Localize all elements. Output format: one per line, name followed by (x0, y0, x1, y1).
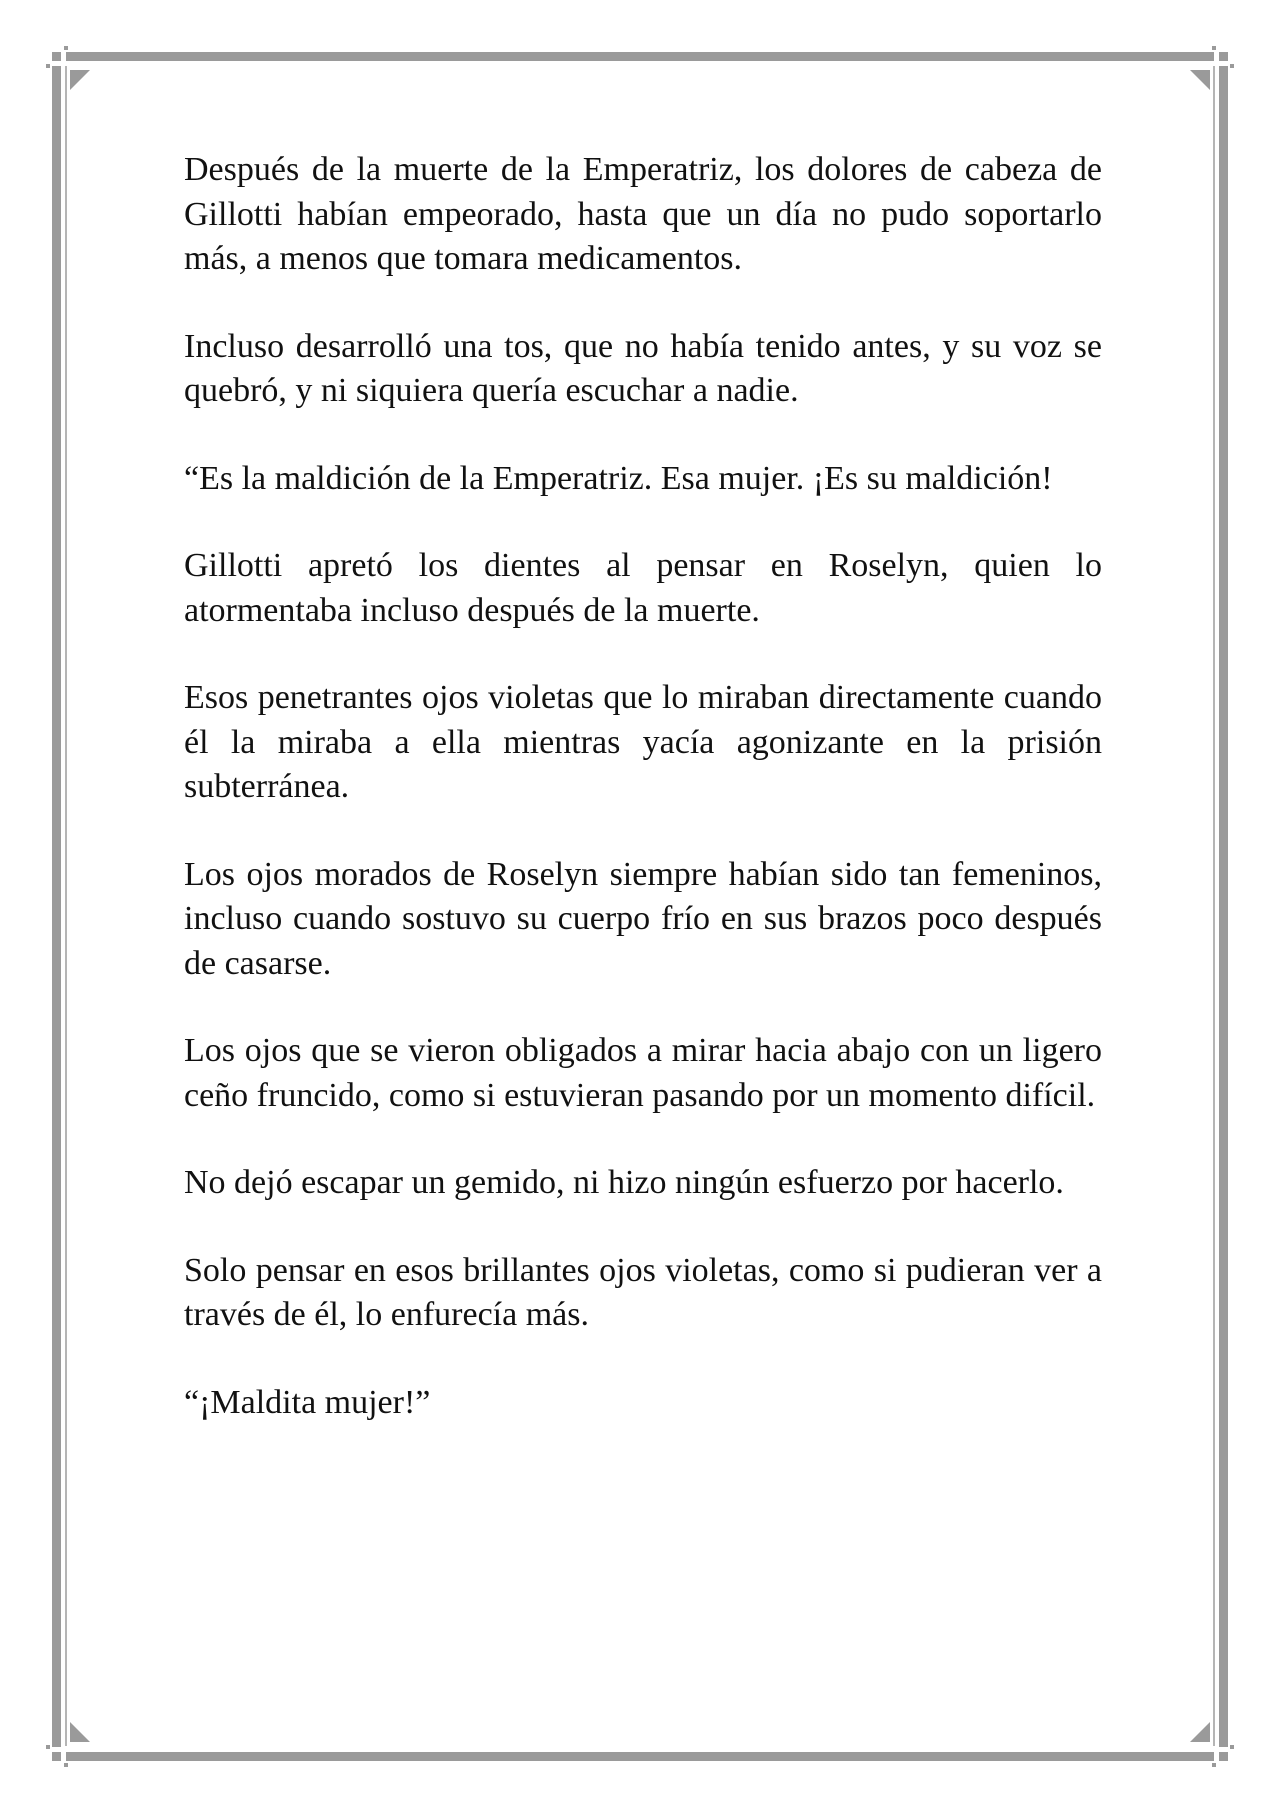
paragraph: No dejó escapar un gemido, ni hizo ningún esfuerzo por hacerlo. (184, 1164, 1064, 1201)
paragraph: “Es la maldición de la Emperatriz. Esa mujer. ¡Es su maldición! (184, 459, 1053, 497)
paragraph: Gillotti apretó los dientes al pensar en Roselyn, quien lo atormentaba incluso después de la muerte. (184, 547, 1102, 629)
document-body (184, 148, 1102, 1468)
paragraph: Los ojos que se vieron obligados a mirar hacia abajo con un ligero ceño fruncido, como si estuvieran pasando por un momento difícil. (184, 1032, 1102, 1114)
paragraph: Los ojos morados de Roselyn siempre habían sido tan femeninos, incluso cuando sostuvo su cuerpo frío en sus brazos poco después de casarse. (184, 855, 1102, 982)
paragraph: Solo pensar en esos brillantes ojos violetas, como si pudieran ver a través de él, lo enfurecía más. (184, 1251, 1102, 1333)
paragraph: “¡Maldita mujer!” (184, 1383, 431, 1421)
paragraph: Incluso desarrolló una tos, que no había tenido antes, y su voz se quebró, y ni siquiera quería escuchar a nadie. (184, 327, 1102, 409)
paragraph: Esos penetrantes ojos violetas que lo miraban directamente cuando él la miraba a ella mientras yacía agonizante en la prisión subterránea. (184, 679, 1102, 805)
paragraph: Después de la muerte de la Emperatriz, los dolores de cabeza de Gillotti habían empeorado, hasta que un día no pudo soportarlo más, a menos que tomara medicamentos. (184, 151, 1102, 277)
